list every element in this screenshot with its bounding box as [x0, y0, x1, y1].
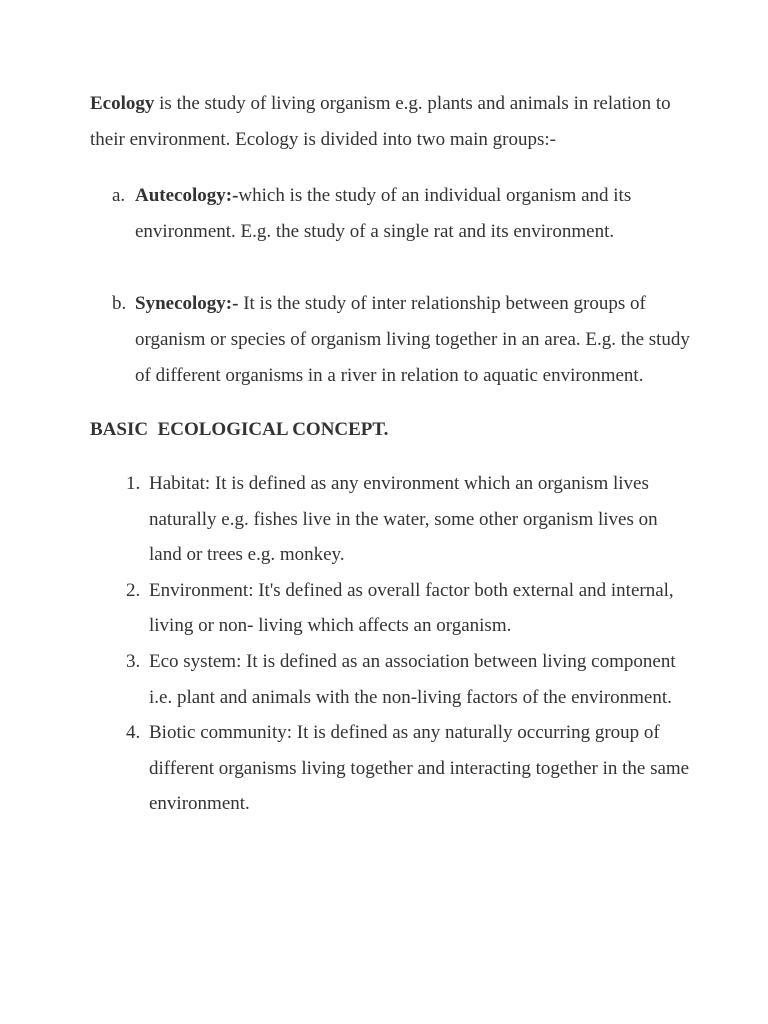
- list-item-environment: [90, 573, 690, 644]
- section-heading: BASIC ECOLOGICAL CONCEPT.: [90, 419, 389, 440]
- intro-text: is the study of living organism e.g. plants and animals in relation to their environment. Ecology is divided into two main groups:-: [90, 93, 671, 150]
- group-text: It is the study of inter relationship between groups of organism or species of organism living together in an area. E.g. the study of different organisms in a river in relation to aquatic environment.: [135, 293, 690, 386]
- concept-text: Environment: It's defined as overall factor both external and internal, living or non- living which affects an organism.: [149, 579, 674, 637]
- list-item-ecosystem: [90, 644, 690, 715]
- list-marker: 1.: [126, 473, 141, 494]
- group-term: Synecology:-: [135, 293, 239, 314]
- concepts-list: [90, 466, 690, 822]
- intro-term: Ecology: [90, 93, 155, 114]
- concept-text: Eco system: It is defined as an association between living component i.e. plant and animals with the non-living factors of the environment.: [149, 650, 676, 708]
- intro-paragraph: [90, 86, 690, 158]
- group-term: Autecology:-: [135, 185, 239, 206]
- list-marker: a.: [112, 185, 126, 206]
- list-item-habitat: [90, 466, 690, 573]
- concept-text: Habitat: It is defined as any environment which an organism lives naturally e.g. fishes live in the water, some other organism lives on land or trees e.g. monkey.: [149, 473, 658, 566]
- list-item-synecology: [90, 286, 690, 394]
- list-marker: b.: [112, 293, 127, 314]
- list-item-autecology: [90, 178, 690, 250]
- list-marker: 3.: [126, 650, 141, 672]
- list-item-biotic-community: [90, 715, 690, 822]
- list-marker: 2.: [126, 579, 141, 601]
- list-marker: 4.: [126, 722, 141, 744]
- group-text: which is the study of an individual organism and its environment. E.g. the study of a single rat and its environment.: [135, 185, 632, 242]
- document-page: [90, 86, 690, 822]
- concept-text: Biotic community: It is defined as any naturally occurring group of different organisms living together and interacting together in the same environment.: [149, 722, 690, 815]
- ecology-groups-list: [90, 178, 690, 394]
